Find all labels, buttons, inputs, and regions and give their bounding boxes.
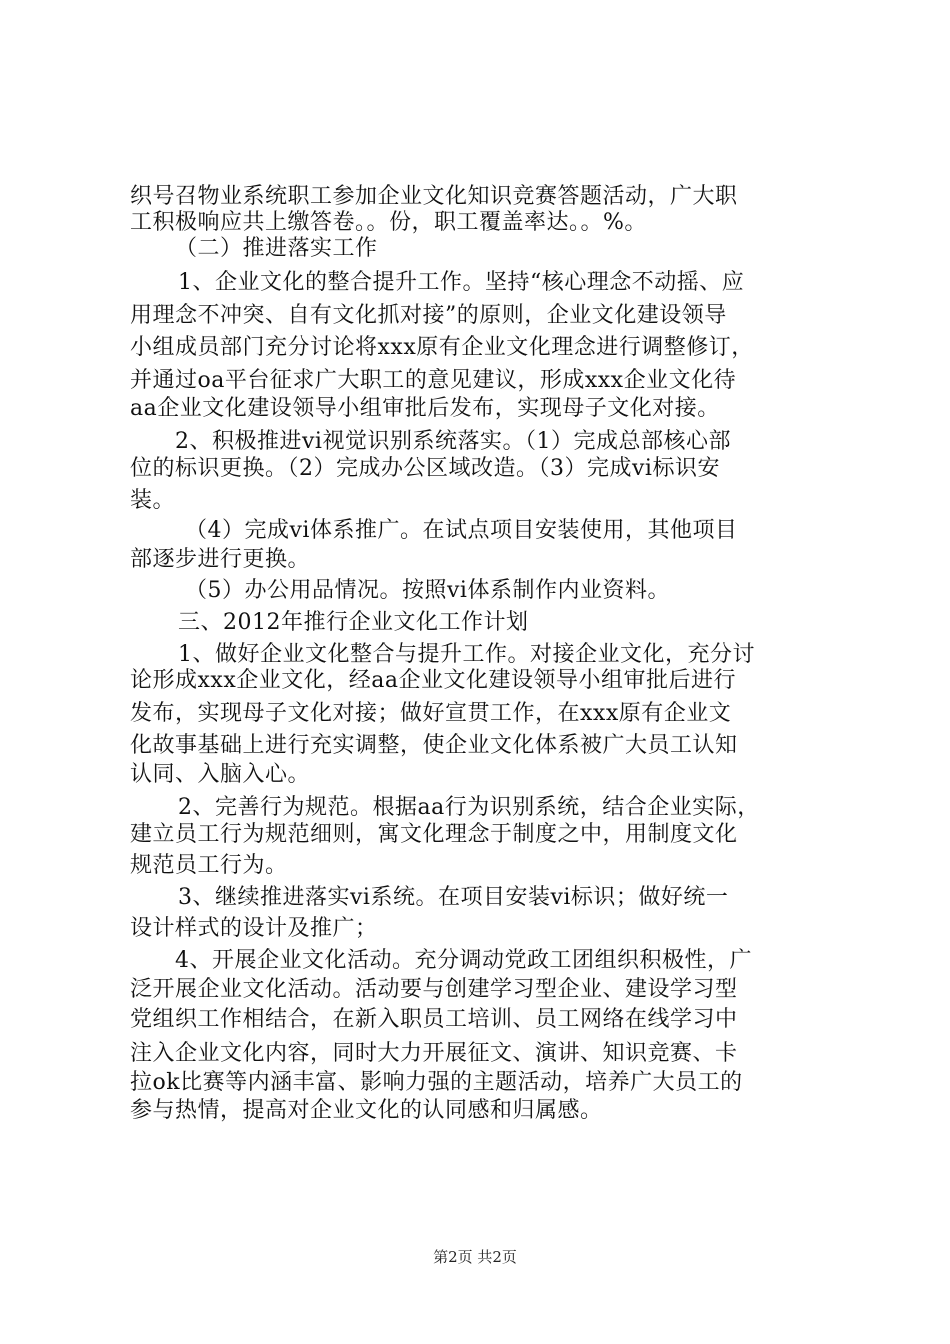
text-line: 泛开展企业文化活动。活动要与创建学习型企业、建设学习型 [130,977,738,1002]
page-footer: 第2页 共2页 [433,1248,517,1266]
text-line: 装。 [130,488,176,513]
text-line: 1、做好企业文化整合与提升工作。对接企业文化，充分讨 [178,642,755,667]
text-line: 部逐步进行更换。 [130,547,311,572]
text-line: 用理念不冲突、自有文化抓对接”的原则，企业文化建设领导 [130,303,727,328]
text-line: 位的标识更换。（2）完成办公区域改造。（3）完成vi标识安 [130,456,720,481]
text-line: 参与热情，提高对企业文化的认同感和归属感。 [130,1098,603,1123]
text-line: 党组织工作相结合，在新入职员工培训、员工网络在线学习中 [130,1007,738,1032]
text-line: （5）办公用品情况。按照vi体系制作内业资料。 [185,578,670,603]
text-line: 发布，实现母子文化对接；做好宣贯工作，在xxx原有企业文 [130,701,732,726]
text-line: 1、企业文化的整合提升工作。坚持“核心理念不动摇、应 [178,270,745,295]
section-heading: （二）推进落实工作 [175,236,378,261]
text-line: 化故事基础上进行充实调整，使企业文化体系被广大员工认知 [130,733,738,758]
text-line: 织号召物业系统职工参加企业文化知识竞赛答题活动，广大职 [130,184,738,209]
text-line: 并通过oa平台征求广大职工的意见建议，形成xxx企业文化待 [130,368,737,393]
text-line: 论形成xxx企业文化，经aa企业文化建设领导小组审批后进行 [130,668,736,693]
text-line: 3、继续推进落实vi系统。在项目安装vi标识；做好统一 [178,885,729,910]
text-line: 注入企业文化内容，同时大力开展征文、演讲、知识竞赛、卡 [130,1041,738,1066]
text-line: 建立员工行为规范细则，寓文化理念于制度之中，用制度文化 [130,822,738,847]
text-line: 拉ok比赛等内涵丰富、影响力强的主题活动，培养广大员工的 [130,1070,743,1095]
text-line: 规范员工行为。 [130,853,288,878]
text-line: 工积极响应共上缴答卷。。份，职工覆盖率达。。%。 [130,210,647,235]
text-line: 小组成员部门充分讨论将xxx原有企业文化理念进行调整修订， [130,335,754,360]
text-line: aa企业文化建设领导小组审批后发布，实现母子文化对接。 [130,396,720,421]
text-line: 2、完善行为规范。根据aa行为识别系统，结合企业实际， [178,795,760,820]
text-line: 4、开展企业文化活动。充分调动党政工团组织积极性，广 [175,948,752,973]
text-line: （4）完成vi体系推广。在试点项目安装使用，其他项目 [185,518,738,543]
text-line: 设计样式的设计及推广； [130,916,378,941]
section-heading: 三、2012年推行企业文化工作计划 [178,610,529,635]
text-line: 认同、入脑入心。 [130,762,311,787]
text-line: 2、积极推进vi视觉识别系统落实。（1）完成总部核心部 [175,429,731,454]
